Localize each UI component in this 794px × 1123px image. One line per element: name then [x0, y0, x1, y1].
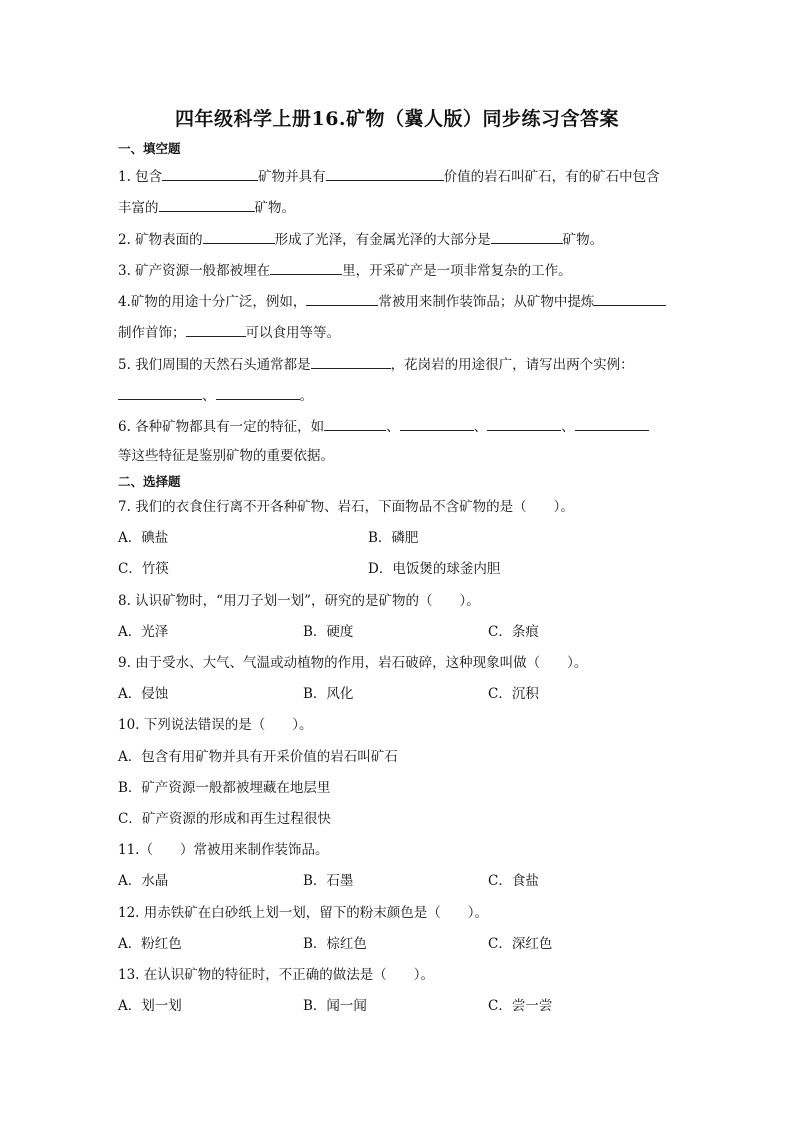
q10-option-b[interactable]: B．矿产资源一般都被埋藏在地层里 [118, 780, 331, 796]
q6-text-b: 、 [386, 419, 400, 435]
q8-option-a[interactable]: A．光泽 [118, 624, 169, 640]
question-13: 13. 在认识矿物的特征时，不正确的做法是（ ）。 [118, 967, 435, 983]
answer-blank[interactable] [311, 354, 391, 369]
answer-blank[interactable] [203, 229, 275, 244]
q4-text-d: 可以食用等等。 [245, 325, 340, 341]
section-multiple-choice: 二、选择题 [118, 474, 181, 489]
answer-blank[interactable] [491, 229, 563, 244]
q7-option-a[interactable]: A．碘盐 [118, 530, 169, 546]
question-6-line-1 [118, 416, 649, 436]
q1-text-e: 矿物。 [254, 200, 295, 216]
q4-text-c: 制作首饰； [118, 325, 186, 341]
q1-text-c: 价值的岩石叫矿石，有的矿石中包含 [443, 169, 660, 185]
q3-text-a: 3. 矿产资源一般都被埋在 [118, 263, 271, 279]
answer-blank[interactable] [159, 197, 255, 212]
question-9: 9. 由于受水、大气、气温或动植物的作用，岩石破碎，这种现象叫做（ ）。 [118, 655, 588, 671]
q5-text-a: 5. 我们周围的天然石头通常都是 [118, 357, 311, 373]
q6-text-a: 6. 各种矿物都具有一定的特征，如 [118, 419, 325, 435]
q9-option-b[interactable]: B．风化 [303, 686, 354, 702]
q8-option-c[interactable]: C．条痕 [488, 624, 539, 640]
question-4-line-2 [118, 322, 340, 342]
question-1-line-2 [118, 197, 295, 217]
question-2 [118, 229, 603, 249]
question-5-line-1 [118, 354, 634, 374]
answer-blank[interactable] [216, 385, 300, 400]
answer-blank[interactable] [594, 291, 666, 306]
question-7: 7. 我们的衣食住行离不开各种矿物、岩石，下面物品不含矿物的是（ ）。 [118, 499, 574, 515]
q2-text-b: 形成了光泽，有金属光泽的大部分是 [274, 232, 491, 248]
q6-text-d: 、 [561, 419, 575, 435]
question-11: 11.（ ）常被用来制作装饰品。 [118, 842, 329, 858]
q5-text-c: 、 [202, 388, 216, 404]
answer-blank[interactable] [324, 416, 386, 431]
q7-option-b[interactable]: B．磷肥 [368, 530, 419, 546]
q4-text-b: 常被用来制作装饰品；从矿物中提炼 [378, 294, 595, 310]
question-10: 10. 下列说法错误的是（ ）。 [118, 717, 313, 733]
q9-option-a[interactable]: A．侵蚀 [118, 686, 169, 702]
q13-option-a[interactable]: A．划一划 [118, 998, 182, 1014]
q2-text-c: 矿物。 [562, 232, 604, 248]
answer-blank[interactable] [186, 322, 246, 337]
question-8: 8. 认识矿物时，“用刀子划一划”，研究的是矿物的（ ）。 [118, 593, 480, 609]
answer-blank[interactable] [306, 291, 378, 306]
section-fill-in: 一、填空题 [118, 141, 181, 156]
q6-text-c: 、 [473, 419, 488, 435]
answer-blank[interactable] [118, 385, 202, 400]
question-3 [118, 260, 572, 280]
answer-blank[interactable] [270, 260, 342, 275]
question-4-line-1 [118, 291, 666, 311]
q2-text-a: 2. 矿物表面的 [118, 232, 203, 248]
answer-blank[interactable] [326, 166, 444, 181]
q5-text-d: 。 [299, 388, 313, 404]
q10-option-c[interactable]: C．矿产资源的形成和再生过程很快 [118, 811, 331, 827]
q5-text-b: ，花岗岩的用途很广，请写出两个实例： [390, 357, 634, 373]
q12-option-a[interactable]: A．粉红色 [118, 936, 182, 952]
q10-option-a[interactable]: A．包含有用矿物并具有开采价值的岩石叫矿石 [118, 749, 398, 765]
answer-blank[interactable] [575, 416, 649, 431]
q11-option-c[interactable]: C．食盐 [488, 873, 539, 889]
q11-option-a[interactable]: A．水晶 [118, 873, 169, 889]
q1-text-a: 1. 包含 [118, 169, 163, 185]
q3-text-b: 里，开采矿产是一项非常复杂的工作。 [342, 263, 572, 279]
q1-text-d: 丰富的 [118, 200, 159, 216]
question-6-line-2 [118, 447, 334, 465]
q1-text-b: 矿物并具有 [258, 169, 326, 185]
q11-option-b[interactable]: B．石墨 [303, 873, 354, 889]
question-1-line-1 [118, 166, 660, 186]
q12-option-b[interactable]: B．棕红色 [303, 936, 367, 952]
page-title: 四年级科学上册16.矿物（冀人版）同步练习含答案 [174, 108, 620, 130]
q12-option-c[interactable]: C．深红色 [488, 936, 553, 952]
answer-blank[interactable] [162, 166, 258, 181]
q13-option-b[interactable]: B．闻一闻 [303, 998, 367, 1014]
answer-blank[interactable] [400, 416, 474, 431]
q9-option-c[interactable]: C．沉积 [488, 686, 539, 702]
q6-text-e: 等这些特征是鉴别矿物的重要依据。 [118, 448, 334, 464]
answer-blank[interactable] [487, 416, 561, 431]
q7-option-d[interactable]: D．电饭煲的球釜内胆 [368, 561, 501, 577]
q7-option-c[interactable]: C．竹筷 [118, 561, 169, 577]
q8-option-b[interactable]: B．硬度 [303, 624, 354, 640]
q4-text-a: 4.矿物的用途十分广泛，例如， [118, 294, 307, 310]
q13-option-c[interactable]: C．尝一尝 [488, 998, 553, 1014]
question-12: 12. 用赤铁矿在白砂纸上划一划，留下的粉末颜色是（ ）。 [118, 905, 489, 921]
question-5-line-2 [118, 385, 313, 405]
